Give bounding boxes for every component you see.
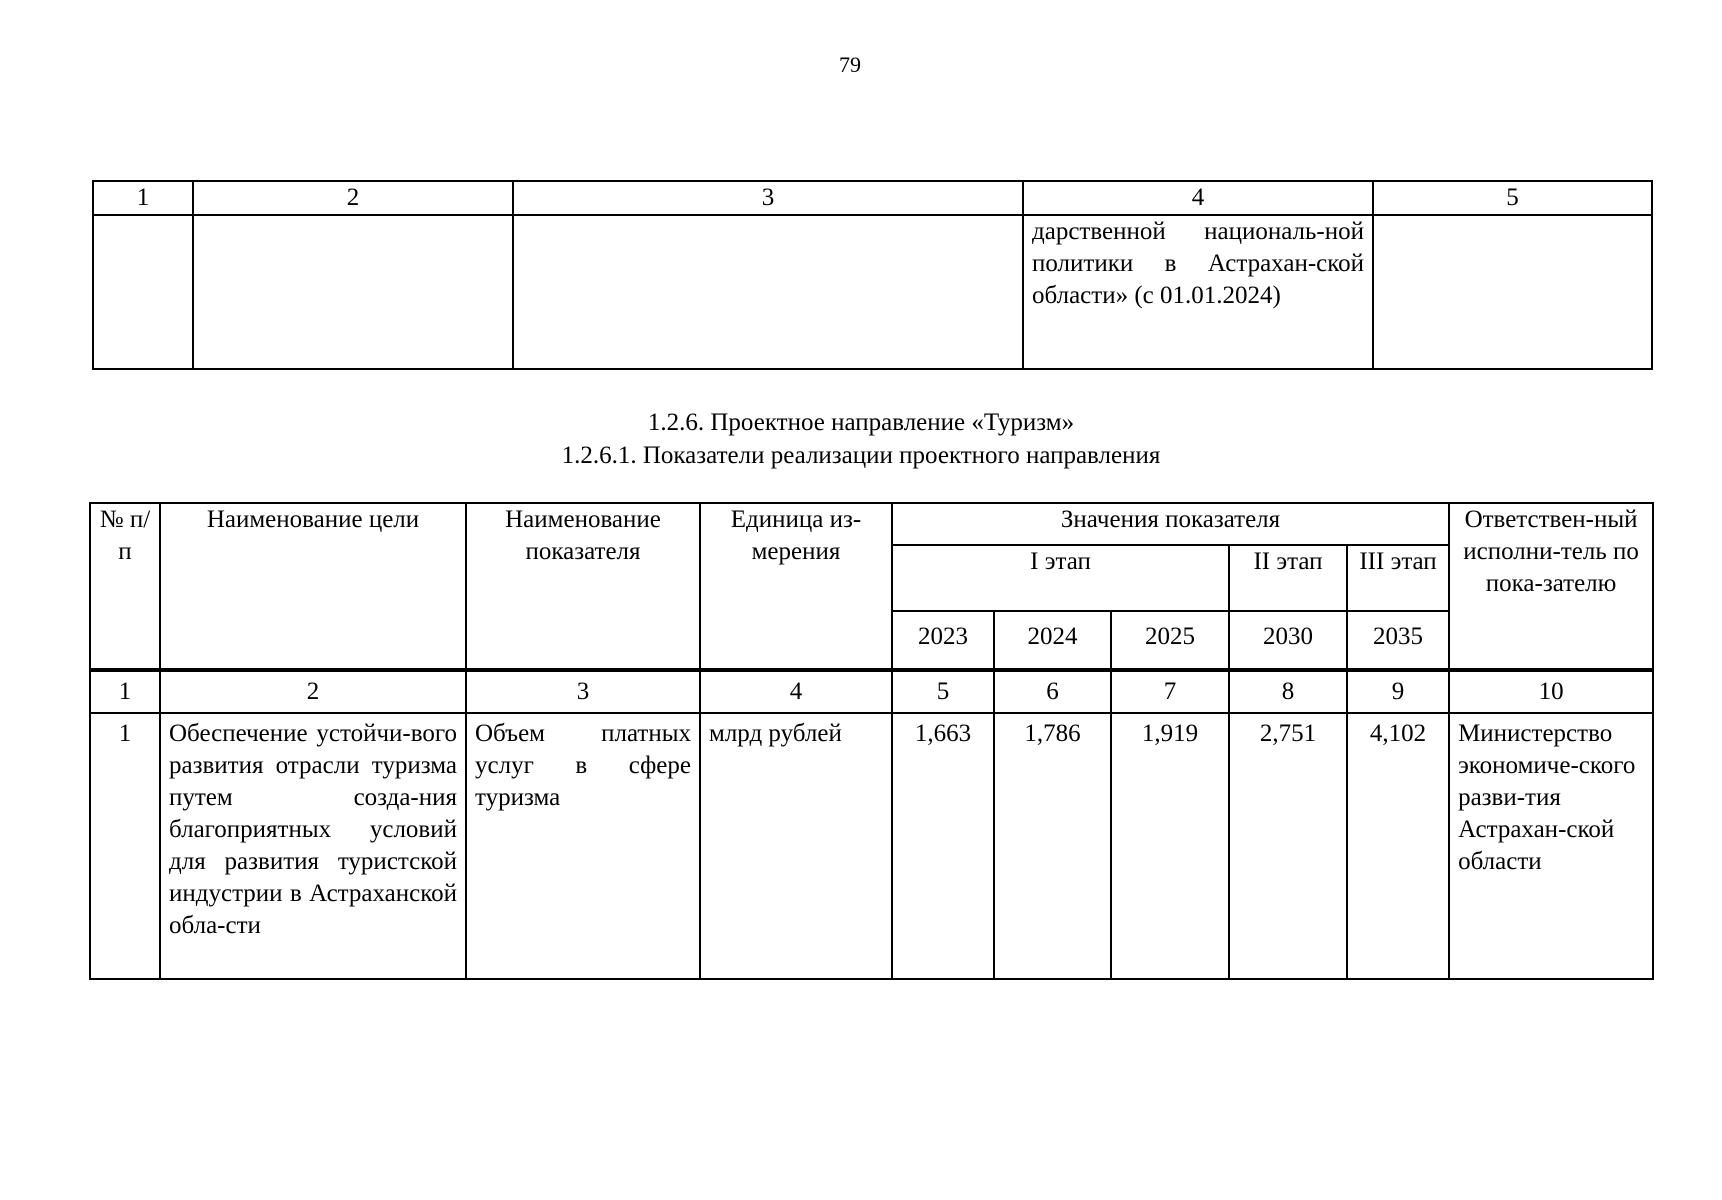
header-stage-2: II этап: [1229, 545, 1347, 611]
header-year-2024: 2024: [994, 611, 1111, 669]
header-year-2030: 2030: [1229, 611, 1347, 669]
subsection-title: 1.2.6.1. Показатели реализации проектного направления: [561, 442, 1161, 469]
continued-cell-1: [93, 215, 193, 369]
column-number: 5: [892, 671, 994, 713]
row-goal: Обеспечение устойчи-вого развития отрасли туризма путем созда-ния благоприятных условий для развития туристской индустрии в Астраханской обла-сти: [160, 713, 466, 979]
continued-cell-3: [513, 215, 1023, 369]
header-year-2025: 2025: [1111, 611, 1229, 669]
column-numbers-row: [90, 671, 1653, 713]
column-number: 7: [1111, 671, 1229, 713]
row-value-2025: 1,919: [1111, 713, 1229, 979]
header-stage-3: III этап: [1347, 545, 1449, 611]
header-year-2023: 2023: [892, 611, 994, 669]
col-number-1: 1: [93, 181, 193, 215]
column-number: 3: [466, 671, 700, 713]
continued-table: [92, 180, 1653, 370]
header-responsible: Ответствен-ный исполни-тель по пока-зателю: [1449, 503, 1653, 669]
column-number: 4: [700, 671, 892, 713]
header-unit: Единица из-мерения: [700, 503, 892, 669]
header-stage-1: I этап: [892, 545, 1229, 611]
column-number: 8: [1229, 671, 1347, 713]
section-title: 1.2.6. Проектное направление «Туризм»: [647, 409, 1075, 436]
header-values: Значения показателя: [892, 503, 1449, 545]
continued-cell-2: [193, 215, 513, 369]
column-number: 6: [994, 671, 1111, 713]
continued-cell-4: дарственной националь-ной политики в Астрахан-ской области» (с 01.01.2024): [1023, 215, 1373, 369]
column-number: 1: [90, 671, 160, 713]
column-number: 9: [1347, 671, 1449, 713]
header-row-1: [90, 503, 1653, 545]
page-number: 79: [839, 52, 861, 77]
column-number: 10: [1449, 671, 1653, 713]
row-value-2023: 1,663: [892, 713, 994, 979]
col-number-2: 2: [193, 181, 513, 215]
header-goal: Наименование цели: [160, 503, 466, 669]
row-unit: млрд рублей: [700, 713, 892, 979]
continued-cell-5: [1373, 215, 1652, 369]
col-number-3: 3: [513, 181, 1023, 215]
row-value-2035: 4,102: [1347, 713, 1449, 979]
continued-table-header-row: [93, 181, 1652, 215]
col-number-5: 5: [1373, 181, 1652, 215]
indicators-table: [89, 502, 1654, 980]
row-num: 1: [90, 713, 160, 979]
header-indicator: Наименование показателя: [466, 503, 700, 669]
column-number: 2: [160, 671, 466, 713]
row-indicator: Объем платных услуг в сфере туризма: [466, 713, 700, 979]
col-number-4: 4: [1023, 181, 1373, 215]
table-row: [90, 713, 1653, 979]
header-num: № п/п: [90, 503, 160, 669]
continued-table-row: [93, 215, 1652, 369]
row-value-2030: 2,751: [1229, 713, 1347, 979]
row-responsible: Министерство экономиче-ского разви-тия Астрахан-ской области: [1449, 713, 1653, 979]
section-titles: [0, 406, 1722, 472]
row-value-2024: 1,786: [994, 713, 1111, 979]
header-year-2035: 2035: [1347, 611, 1449, 669]
